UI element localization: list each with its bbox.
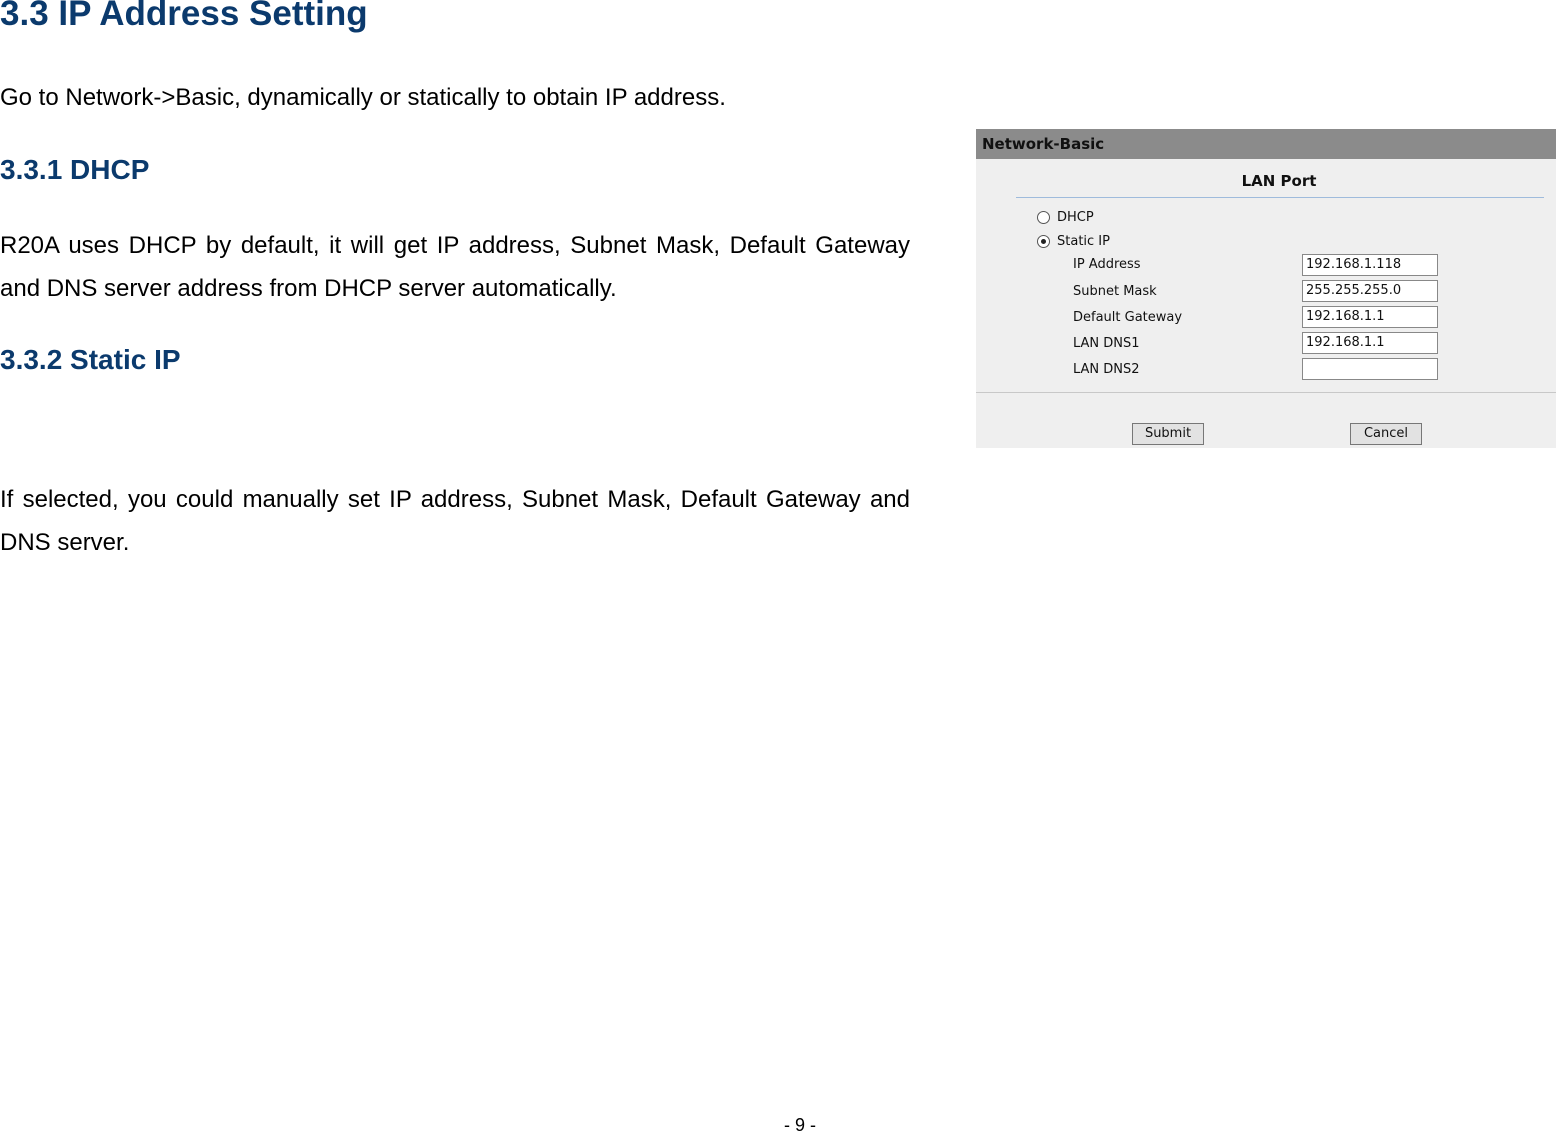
static-ip-radio[interactable]	[1037, 235, 1050, 248]
lan-port-title: LAN Port	[1241, 172, 1317, 190]
panel-title: Network-Basic	[982, 135, 1105, 153]
title-bar	[976, 129, 1556, 159]
field-label: LAN DNS1	[1073, 336, 1140, 351]
field-label: LAN DNS2	[1073, 362, 1140, 377]
dhcp-radio[interactable]	[1037, 211, 1050, 224]
field-label: IP Address	[1073, 257, 1141, 272]
lan-dns1-input[interactable]: 192.168.1.1	[1302, 332, 1438, 354]
divider	[976, 392, 1556, 393]
dhcp-radio-label: DHCP	[1057, 210, 1094, 225]
subnet-mask-input[interactable]: 255.255.255.0	[1302, 280, 1438, 302]
cancel-button[interactable]: Cancel	[1350, 423, 1422, 445]
static-ip-radio-label: Static IP	[1057, 234, 1110, 249]
intro-text: Go to Network->Basic, dynamically or statically to obtain IP address.	[0, 84, 726, 111]
section-heading: 3.3 IP Address Setting	[0, 0, 368, 33]
dhcp-text: R20A uses DHCP by default, it will get IP address, Subnet Mask, Default Gateway and DNS server address from DHCP server automatically.	[0, 232, 910, 302]
static-ip-text: If selected, you could manually set IP address, Subnet Mask, Default Gateway and DNS server.	[0, 486, 910, 556]
default-gateway-input[interactable]: 192.168.1.1	[1302, 306, 1438, 328]
field-label: Default Gateway	[1073, 310, 1183, 325]
dhcp-heading: 3.3.1 DHCP	[0, 154, 150, 185]
network-basic-screenshot	[976, 129, 1556, 448]
static-ip-heading: 3.3.2 Static IP	[0, 344, 181, 375]
submit-button[interactable]: Submit	[1132, 423, 1204, 445]
ip-address-input[interactable]: 192.168.1.118	[1302, 254, 1438, 276]
field-label: Subnet Mask	[1073, 284, 1157, 299]
page-number: - 9 -	[783, 1115, 816, 1135]
divider	[1016, 197, 1544, 198]
lan-dns2-input[interactable]	[1302, 358, 1438, 380]
